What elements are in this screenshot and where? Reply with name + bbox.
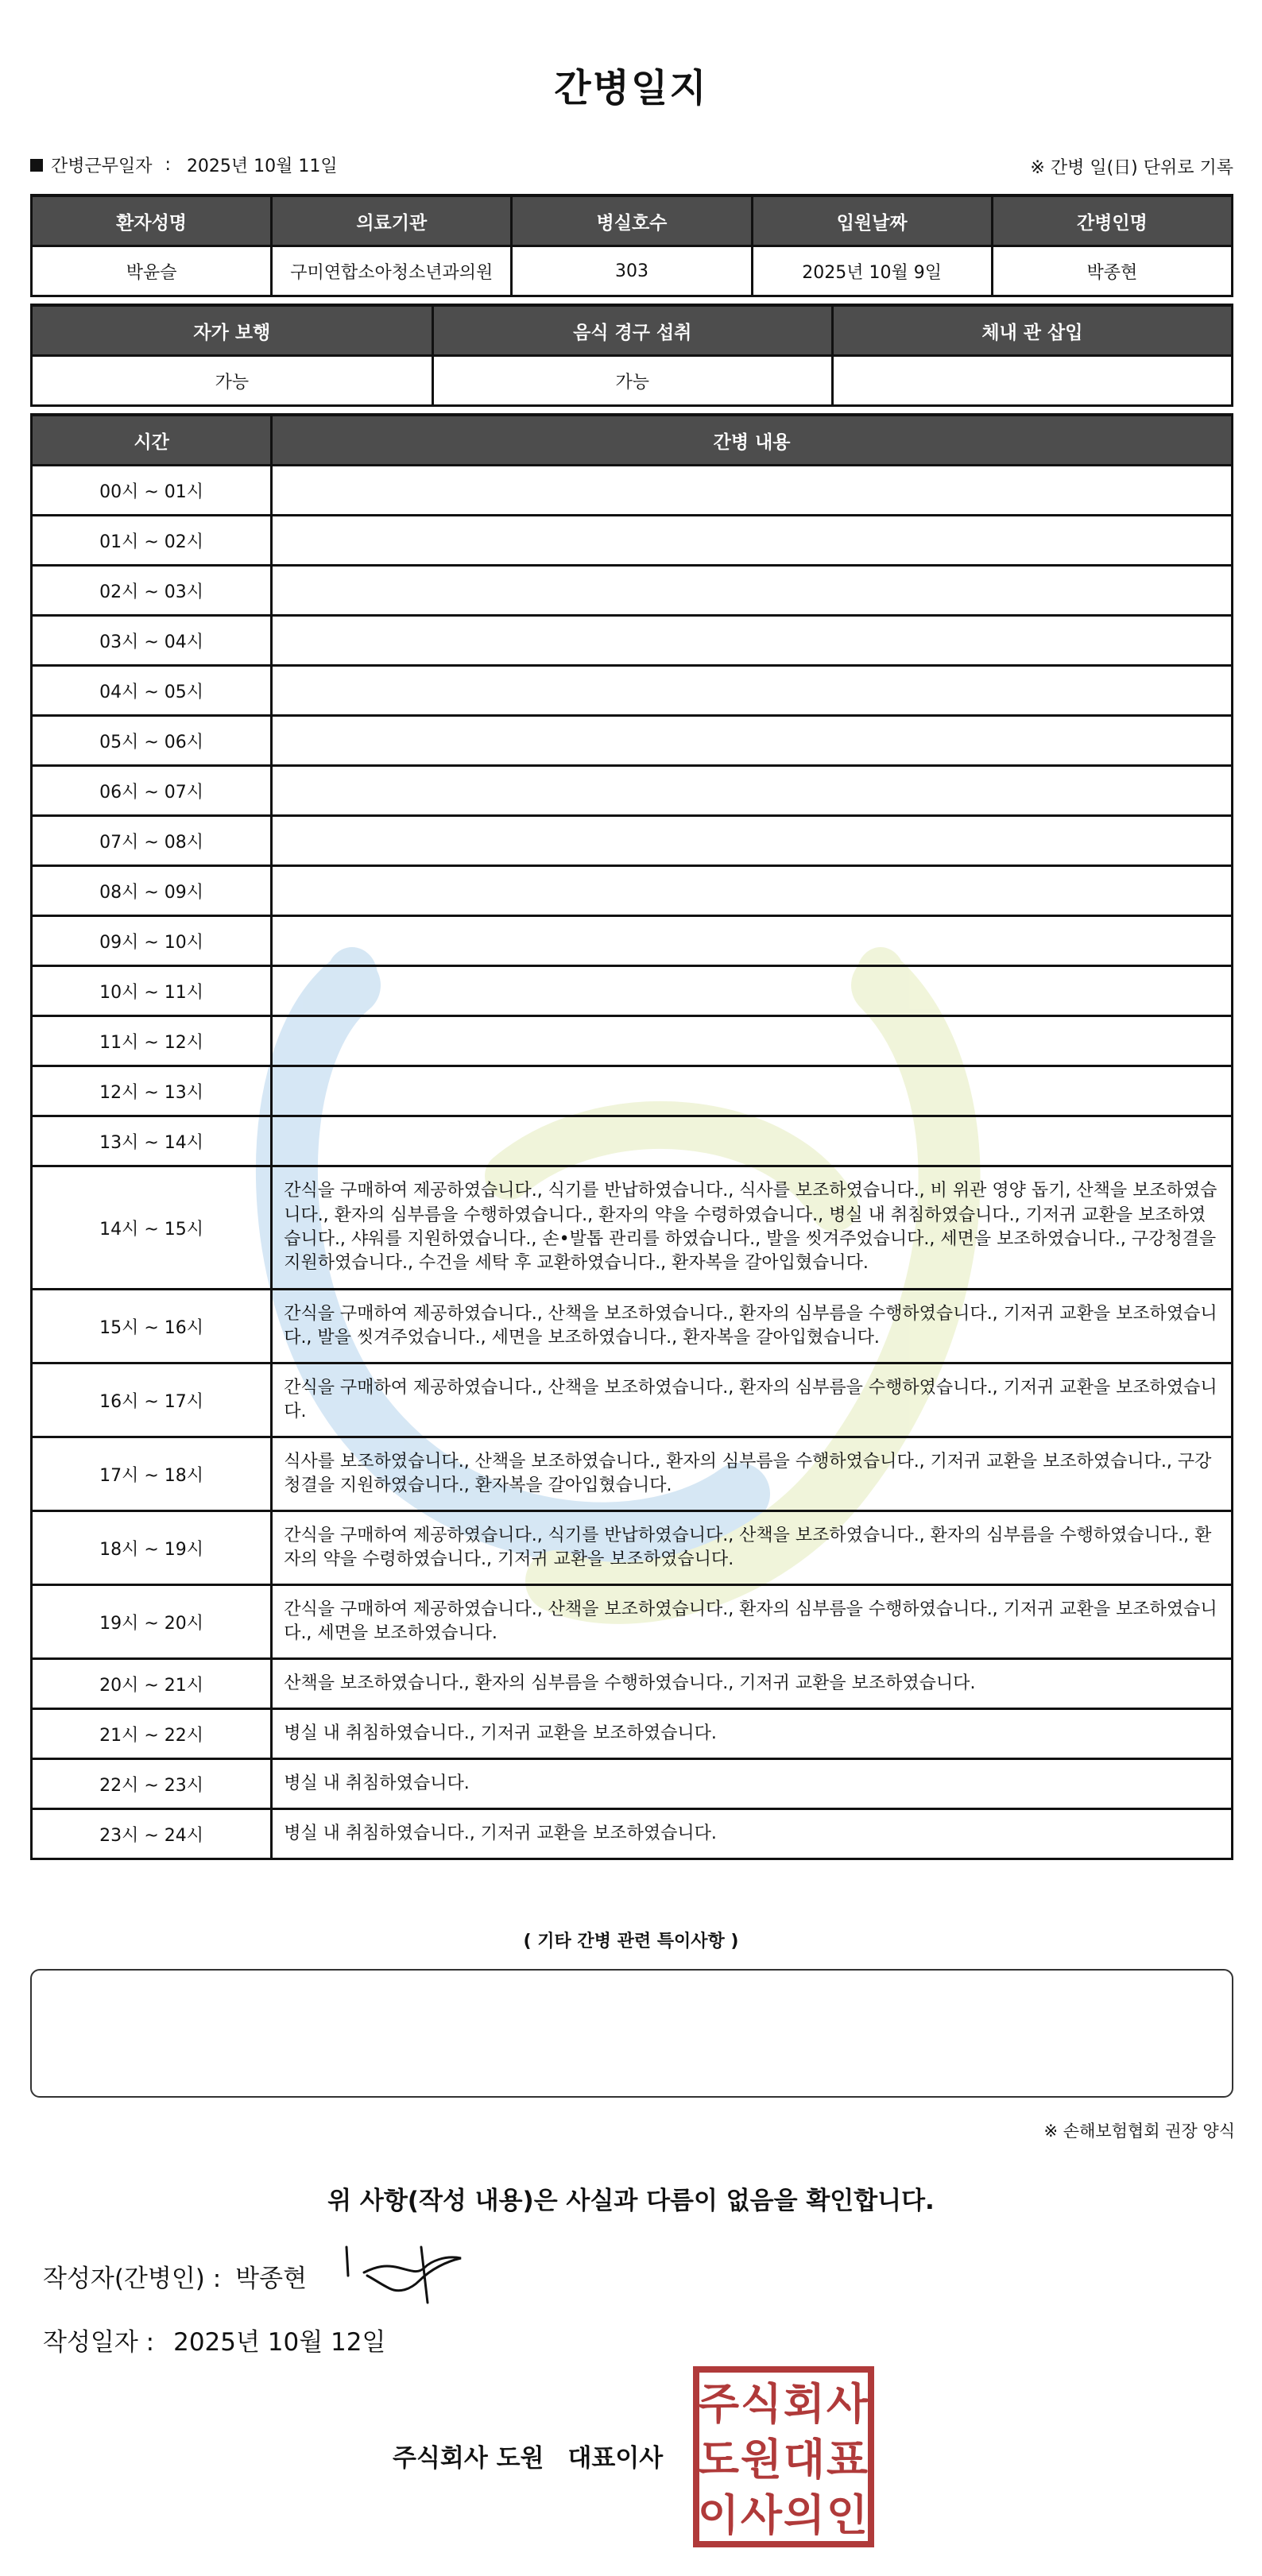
log-time: 14시 ~ 15시 [32, 1166, 272, 1290]
table-row [32, 666, 1233, 716]
patient-info-table [30, 194, 1233, 297]
table-row [32, 916, 1233, 966]
seal-character: 의 [783, 2490, 826, 2540]
confirmation-statement: 위 사항(작성 내용)은 사실과 다름이 없음을 확인합니다. [327, 2187, 935, 2215]
log-content: 간식을 구매하여 제공하였습니다., 산책을 보조하였습니다., 환자의 심부름을 수행하였습니다., 기저귀 교환을 보조하였습니다. [272, 1363, 1233, 1437]
page-title: 간병일지 [554, 66, 708, 110]
company-seal-stamp [693, 2366, 874, 2547]
log-time: 08시 ~ 09시 [32, 866, 272, 916]
company-role: 대표이사 [567, 2444, 664, 2473]
log-time: 02시 ~ 03시 [32, 566, 272, 616]
log-content: 간식을 구매하여 제공하였습니다., 식기를 반납하였습니다., 식사를 보조하였습니다., 비 위관 영양 돕기, 산책을 보조하였습니다., 환자의 심부름을 수행하였습니다., 환자의 약을 수령하였습니다., 병실 내 취침하였습니다., 기저귀 교환을 보조하였습니다., 샤워를 지원하였습니다., 손•발톱 관리를 하였습니다., 발을 씻겨주었습니다., 세면을 보조하였습니다., 구강청결을 지원하였습니다., 수건을 세탁 후 교환하였습니다., 환자복을 갈아입혔습니다. [272, 1166, 1233, 1290]
hospital-name: 구미연합소아청소년과의원 [272, 246, 512, 296]
log-content: 간식을 구매하여 제공하였습니다., 산책을 보조하였습니다., 환자의 심부름을 수행하였습니다., 기저귀 교환을 보조하였습니다., 세면을 보조하였습니다. [272, 1585, 1233, 1659]
log-time: 06시 ~ 07시 [32, 766, 272, 816]
seal-character: 도 [697, 2435, 740, 2485]
patient-status-table [30, 304, 1233, 407]
table-row [32, 1290, 1233, 1363]
log-time: 07시 ~ 08시 [32, 816, 272, 866]
seal-character: 회 [783, 2379, 826, 2429]
log-content: 간식을 구매하여 제공하였습니다., 산책을 보조하였습니다., 환자의 심부름을 수행하였습니다., 기저귀 교환을 보조하였습니다., 발을 씻겨주었습니다., 세면을 보조하였습니다., 환자복을 갈아입혔습니다. [272, 1290, 1233, 1363]
log-time: 22시 ~ 23시 [32, 1759, 272, 1809]
header-admission-date: 입원날짜 [752, 195, 992, 246]
log-content: 산책을 보조하였습니다., 환자의 심부름을 수행하였습니다., 기저귀 교환을 보조하였습니다. [272, 1659, 1233, 1709]
unit-note: ※ 간병 일(日) 단위로 기록 [1030, 158, 1233, 178]
log-content: 병실 내 취침하였습니다., 기저귀 교환을 보조하였습니다. [272, 1709, 1233, 1759]
log-content: 병실 내 취침하였습니다., 기저귀 교환을 보조하였습니다. [272, 1809, 1233, 1859]
work-date-value: 2025년 10월 11일 [186, 157, 338, 176]
seal-character: 주 [697, 2379, 740, 2429]
seal-character: 원 [740, 2435, 783, 2485]
table-row [32, 716, 1233, 766]
log-content [272, 816, 1233, 866]
table-row [32, 616, 1233, 666]
form-footnote: ※ 손해보험협회 권장 양식 [1043, 2122, 1235, 2141]
table-row [32, 1166, 1233, 1290]
table-row [32, 866, 1233, 916]
log-time: 01시 ~ 02시 [32, 516, 272, 566]
header-room-number: 병실호수 [512, 195, 752, 246]
seal-character: 표 [826, 2435, 869, 2485]
patient-name: 박윤슬 [32, 246, 272, 296]
table-row [32, 1759, 1233, 1809]
log-time: 19시 ~ 20시 [32, 1585, 272, 1659]
care-log-table [30, 413, 1233, 1860]
log-time: 10시 ~ 11시 [32, 966, 272, 1016]
writer-line [43, 2258, 307, 2294]
table-row [32, 516, 1233, 566]
log-time: 03시 ~ 04시 [32, 616, 272, 666]
oral-intake-value: 가능 [432, 356, 832, 406]
table-row [32, 566, 1233, 616]
table-row [32, 1437, 1233, 1511]
table-row [32, 966, 1233, 1016]
header-care-content: 간병 내용 [272, 415, 1233, 466]
log-time: 18시 ~ 19시 [32, 1511, 272, 1585]
log-time: 17시 ~ 18시 [32, 1437, 272, 1511]
seal-character: 대 [783, 2435, 826, 2485]
log-content [272, 616, 1233, 666]
handwritten-signature [342, 2239, 477, 2311]
log-time: 16시 ~ 17시 [32, 1363, 272, 1437]
log-time: 00시 ~ 01시 [32, 466, 272, 516]
self-walking-value: 가능 [32, 356, 433, 406]
seal-character: 인 [826, 2490, 869, 2540]
seal-character: 이 [697, 2490, 740, 2540]
caregiver-name: 박종현 [992, 246, 1232, 296]
log-content [272, 1016, 1233, 1066]
special-notes-title: ( 기타 간병 관련 특이사항 ) [523, 1932, 739, 1951]
header-tube-insertion: 체내 관 삽입 [832, 305, 1232, 356]
header-hospital: 의료기관 [272, 195, 512, 246]
table-row [32, 1809, 1233, 1859]
log-time: 23시 ~ 24시 [32, 1809, 272, 1859]
log-content [272, 916, 1233, 966]
written-date-line [43, 2322, 385, 2357]
table-row [32, 1659, 1233, 1709]
seal-character: 사 [826, 2379, 869, 2429]
table-row [32, 1116, 1233, 1166]
log-time: 12시 ~ 13시 [32, 1066, 272, 1116]
log-content [272, 716, 1233, 766]
writer-name: 박종현 [235, 2265, 308, 2293]
room-number: 303 [512, 246, 752, 296]
log-content [272, 566, 1233, 616]
table-row [32, 466, 1233, 516]
writer-label: 작성자(간병인) : [43, 2265, 222, 2293]
header-time: 시간 [32, 415, 272, 466]
work-date-line [30, 153, 338, 177]
work-date-label: 간병근무일자 [51, 157, 153, 176]
table-row [32, 1511, 1233, 1585]
header-self-walking: 자가 보행 [32, 305, 433, 356]
table-row [32, 1066, 1233, 1116]
written-date-value: 2025년 10월 12일 [173, 2328, 386, 2357]
log-time: 21시 ~ 22시 [32, 1709, 272, 1759]
header-caregiver-name: 간병인명 [992, 195, 1232, 246]
log-time: 09시 ~ 10시 [32, 916, 272, 966]
log-content [272, 666, 1233, 716]
log-content: 병실 내 취침하였습니다. [272, 1759, 1233, 1809]
log-content [272, 1066, 1233, 1116]
log-content [272, 966, 1233, 1016]
table-row [32, 816, 1233, 866]
company-name: 주식회사 도원 [393, 2444, 544, 2473]
log-time: 20시 ~ 21시 [32, 1659, 272, 1709]
table-row [32, 1709, 1233, 1759]
work-date-separator: : [165, 155, 171, 175]
log-time: 13시 ~ 14시 [32, 1116, 272, 1166]
table-row [32, 1585, 1233, 1659]
company-line [393, 2438, 663, 2474]
log-content [272, 516, 1233, 566]
log-content [272, 766, 1233, 816]
special-notes-box [30, 1969, 1233, 2098]
written-date-label: 작성일자 : [43, 2328, 155, 2357]
log-time: 04시 ~ 05시 [32, 666, 272, 716]
log-content: 식사를 보조하였습니다., 산책을 보조하였습니다., 환자의 심부름을 수행하였습니다., 기저귀 교환을 보조하였습니다., 구강청결을 지원하였습니다., 환자복을 갈아입혔습니다. [272, 1437, 1233, 1511]
log-content [272, 1116, 1233, 1166]
header-oral-intake: 음식 경구 섭취 [432, 305, 832, 356]
bullet-square-icon [30, 159, 43, 172]
table-row [32, 766, 1233, 816]
table-row [32, 1016, 1233, 1066]
log-time: 15시 ~ 16시 [32, 1290, 272, 1363]
header-patient-name: 환자성명 [32, 195, 272, 246]
log-content: 간식을 구매하여 제공하였습니다., 식기를 반납하였습니다., 산책을 보조하였습니다., 환자의 심부름을 수행하였습니다., 환자의 약을 수령하였습니다., 기저귀 교환을 보조하였습니다. [272, 1511, 1233, 1585]
tube-insertion-value [832, 356, 1232, 406]
log-time: 05시 ~ 06시 [32, 716, 272, 766]
table-row [32, 1363, 1233, 1437]
seal-character: 사 [740, 2490, 783, 2540]
log-content [272, 866, 1233, 916]
admission-date: 2025년 10월 9일 [752, 246, 992, 296]
log-time: 11시 ~ 12시 [32, 1016, 272, 1066]
log-content [272, 466, 1233, 516]
seal-character: 식 [740, 2379, 783, 2429]
